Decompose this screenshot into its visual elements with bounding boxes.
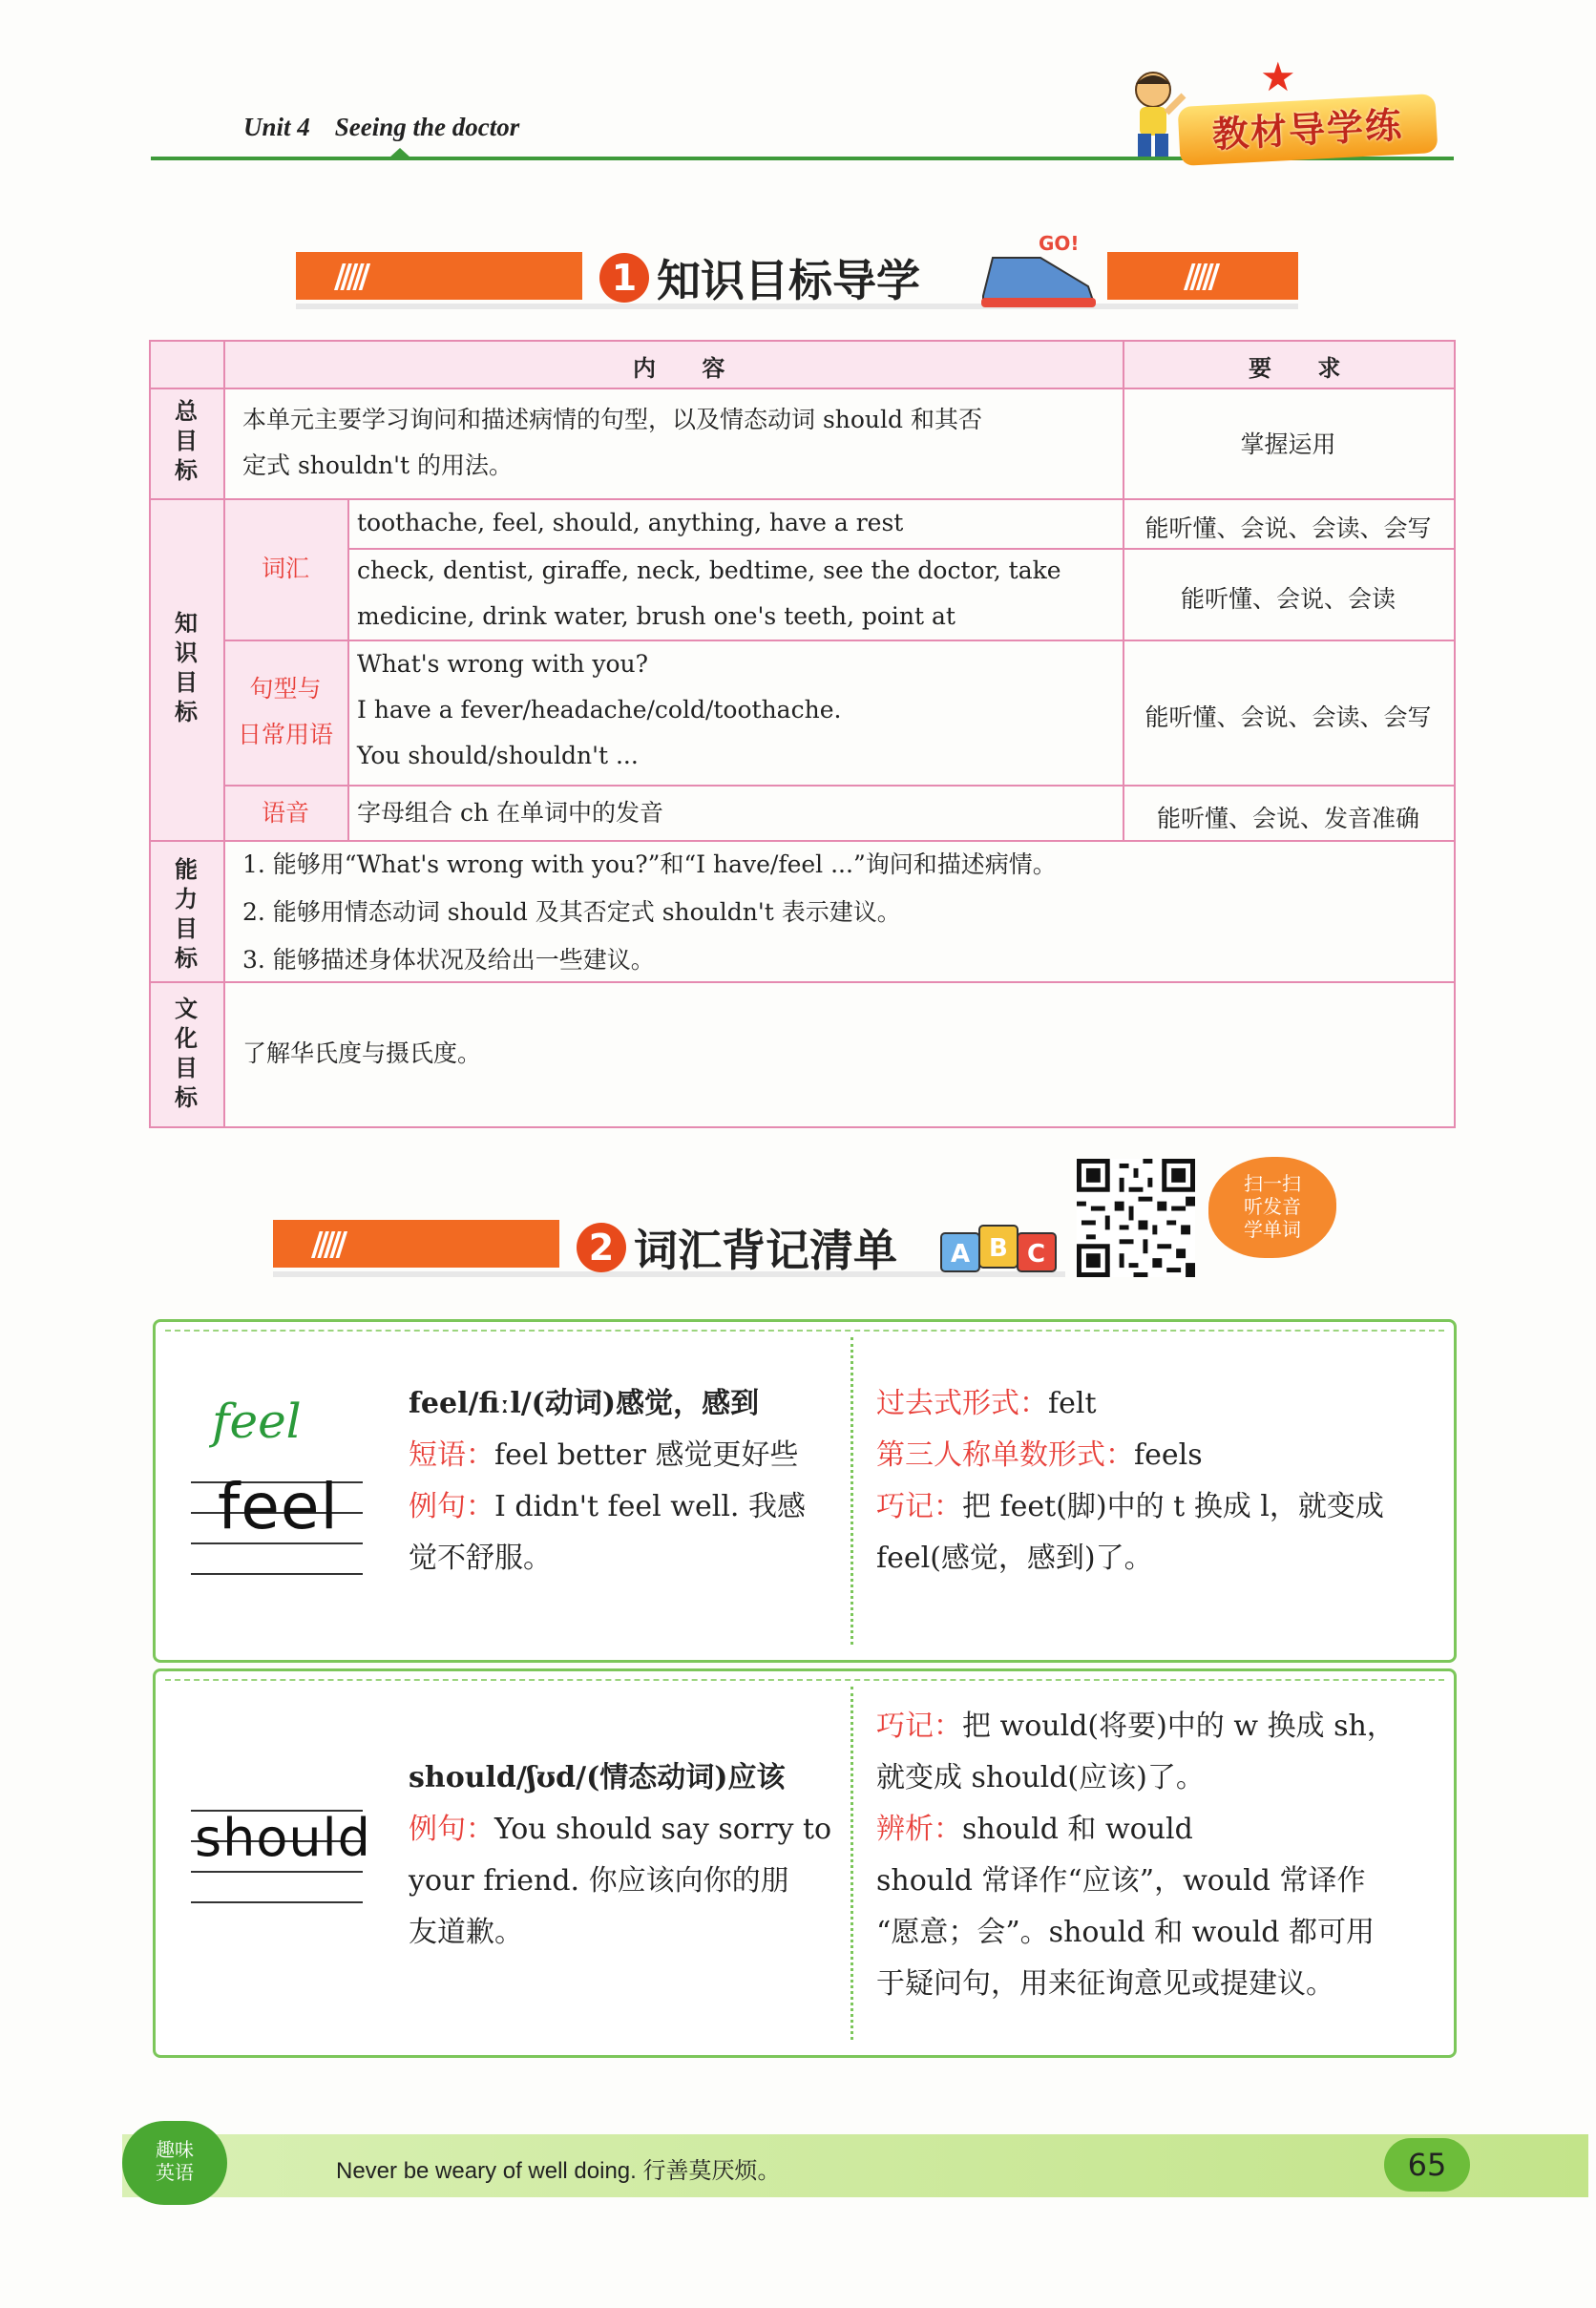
scan-line1: 扫一扫 <box>1244 1172 1301 1195</box>
culture-label: 文化目标 <box>175 996 198 1111</box>
section2-bar: ///// <box>273 1220 559 1268</box>
card-divider <box>850 1337 853 1645</box>
knowledge-label: 知识目标 <box>175 610 198 725</box>
phonics-text: 字母组合 ch 在单词中的发音 <box>357 799 663 827</box>
should-analysis-line1: 辨析：should 和 would <box>876 1813 1193 1846</box>
card-divider <box>850 1687 853 2040</box>
vocab-req1: 能听懂、会说、会读、会写 <box>1144 514 1432 542</box>
card-dashed-border <box>165 1330 1444 1332</box>
should-analysis-line3: “愿意；会”。should 和 would 都可用 <box>876 1916 1376 1949</box>
ruled-line <box>191 1573 363 1575</box>
should-headword: should/ʃʊd/(情态动词)应该 <box>409 1761 786 1794</box>
footer-quote: Never be weary of well doing. 行善莫厌烦。 <box>336 2158 781 2184</box>
feel-tip-line1: 巧记：把 feet(脚)中的 t 换成 l，就变成 <box>876 1490 1384 1523</box>
running-header <box>243 113 519 142</box>
tag-line1: 趣味 <box>156 2138 194 2161</box>
sneaker-icon <box>974 229 1107 315</box>
vocab-row1: toothache, feel, should, anything, have a rest <box>357 509 904 536</box>
should-example-line3: 友道歉。 <box>409 1916 523 1949</box>
phonics-category: 语音 <box>261 799 309 827</box>
vocab-row2b: medicine, drink water, brush one's teeth, point at <box>357 602 956 630</box>
header-rule-marker <box>389 148 410 157</box>
section1-number: 1 <box>599 253 649 303</box>
feel-past: 过去式形式：felt <box>876 1387 1097 1420</box>
vocab-row2a: check, dentist, giraffe, neck, bedtime, see the doctor, take <box>357 556 1061 584</box>
should-example-line1: 例句：You should say sorry to <box>409 1813 832 1846</box>
sentence-requirement: 能听懂、会说、会读、会写 <box>1144 703 1432 731</box>
should-tip-line1: 巧记：把 would(将要)中的 w 换成 sh， <box>876 1710 1396 1743</box>
head-requirement: 要 求 <box>1249 355 1360 382</box>
section2-number: 2 <box>577 1223 626 1272</box>
page-number: 65 <box>1384 2138 1470 2192</box>
ruled-line <box>191 1901 363 1903</box>
fun-english-tag <box>122 2121 227 2205</box>
grid-line <box>223 785 1454 787</box>
feel-third-person: 第三人称单数形式：feels <box>876 1438 1203 1472</box>
feel-example-line1: 例句：I didn't feel well. 我感 <box>409 1490 806 1523</box>
qr-code[interactable] <box>1077 1159 1195 1277</box>
ability-3: 3. 能够描述身体状况及给出一些建议。 <box>242 946 655 974</box>
section1-title <box>599 246 920 309</box>
should-word: should <box>195 1808 371 1868</box>
scan-line3: 学单词 <box>1244 1218 1301 1241</box>
section1-bar-left: ///// <box>296 252 582 300</box>
ruled-line <box>191 1871 363 1873</box>
sentence-category-1: 句型与 <box>249 675 322 703</box>
culture-text: 了解华氏度与摄氏度。 <box>242 1039 482 1067</box>
scan-cloud <box>1208 1157 1336 1258</box>
vocab-category: 词汇 <box>261 555 309 582</box>
sentence-1: What's wrong with you? <box>357 650 649 678</box>
ability-1: 1. 能够用“What's wrong with you?”和“I have/feel ...”询问和描述病情。 <box>242 850 1057 878</box>
section1-bar-right: ///// <box>1107 252 1298 300</box>
sentence-2: I have a fever/headache/cold/toothache. <box>357 696 842 724</box>
sentence-3: You should/shouldn't ... <box>357 742 639 769</box>
objectives-table <box>149 340 1456 1128</box>
svg-text:B: B <box>989 1234 1008 1263</box>
feel-cursive: feel <box>212 1394 302 1449</box>
section2-title-text: 词汇背记清单 <box>634 1225 897 1276</box>
scan-line2: 听发音 <box>1244 1195 1301 1218</box>
tag-line2: 英语 <box>156 2161 194 2184</box>
go-label: GO! <box>1039 232 1080 255</box>
card-dashed-border <box>165 1679 1444 1681</box>
vocab-req2: 能听懂、会说、会读 <box>1180 585 1396 613</box>
feel-headword: feel/fiːl/(动词)感觉，感到 <box>409 1387 760 1420</box>
unit-label: Unit 4 <box>243 113 310 141</box>
ability-2: 2. 能够用情态动词 should 及其否定式 shouldn't 表示建议。 <box>242 898 901 926</box>
feel-word: feel <box>218 1470 339 1543</box>
grid-line <box>347 498 349 840</box>
should-analysis-line2: should 常译作“应该”，would 常译作 <box>876 1864 1366 1898</box>
grid-line <box>151 388 1454 389</box>
feel-tip-line2: feel(感觉，感到)了。 <box>876 1542 1153 1575</box>
phonics-requirement: 能听懂、会说、发音准确 <box>1156 805 1419 832</box>
should-example-line2: your friend. 你应该向你的朋 <box>409 1864 789 1898</box>
feel-phrase: 短语：feel better 感觉更好些 <box>409 1438 799 1472</box>
section2-title <box>577 1216 897 1279</box>
head-content: 内 容 <box>633 355 745 382</box>
feel-example-line2: 觉不舒服。 <box>409 1542 552 1575</box>
overall-requirement: 掌握运用 <box>1240 430 1336 458</box>
brand-badge: 教材导学练 <box>1178 94 1438 166</box>
star-icon: ★ <box>1260 53 1296 100</box>
abc-blocks-icon <box>932 1205 1065 1281</box>
overall-label: 总目标 <box>175 398 198 484</box>
section1-title-text: 知识目标导学 <box>657 255 920 306</box>
overall-line2: 定式 shouldn't 的用法。 <box>242 451 513 479</box>
svg-text:A: A <box>951 1240 971 1269</box>
svg-text:C: C <box>1027 1240 1046 1269</box>
unit-title: Seeing the doctor <box>334 113 520 141</box>
should-tip-line2: 就变成 should(应该)了。 <box>876 1761 1205 1794</box>
ability-label: 能力目标 <box>175 856 198 972</box>
should-analysis-line4: 于疑问句，用来征询意见或提建议。 <box>876 1967 1334 2001</box>
sentence-category-2: 日常用语 <box>237 721 333 748</box>
overall-line1: 本单元主要学习询问和描述病情的句型，以及情态动词 should 和其否 <box>242 406 982 433</box>
